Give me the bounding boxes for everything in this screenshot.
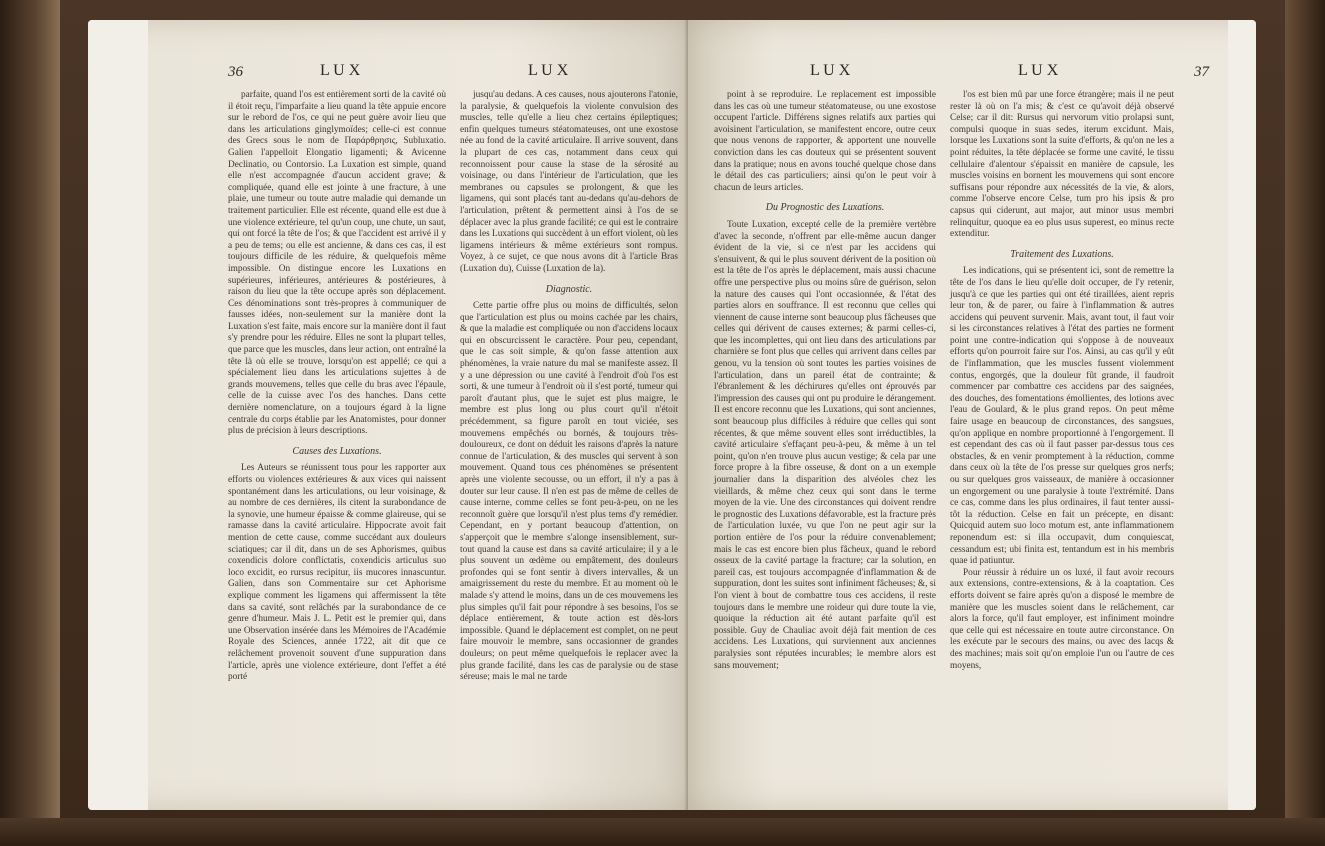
left-page <box>88 20 688 810</box>
paragraph: parfaite, quand l'os est entièrement sorti de la cavité où il étoit reçu, l'imparfaite a lieu quand la tête appuie encore sur le rebord de l'os, ce qui ne peut guère avoir lieu que dans les articulations ginglymoïdes; celle-ci est connue des Grecs sous le nom de Παράρθρησις, Subluxatio. Galien l'appelloit Elongatio ligamenti; & Avicenne Declinatio, ou Contorsio. La Luxation est simple, quand elle n'est accompagnée d'aucun accident grave; & compliquée, quand elle est jointe à une fracture, à une plaie, une tumeur ou toute autre maladie qui demande un traitement particulier. Elle est récente, quand elle est due à une violence extérieure, tel qu'un coup, une chute, un saut, qui ont forcé la tête de l'os; & que l'accident est arrivé il y a peu de tems; ou elle est ancienne, & dans ces cas, il est toujours difficile de les réduire, & quelquefois même impossible. On distingue encore les Luxations en supérieures, inférieures, antérieures & postérieures, à raison du lieu que la tête occupe après son déplacement. Ces dénominations sont très-propres à communiquer de fausses idées, non-seulement sur la manière dont la Luxation s'est faite, mais encore sur la manière dont il faut s'y prendre pour les réduire. Elles ne sont la plupart telles, que parce que les muscles, dans leur action, ont entraîné la tête là où elle se trouve, lorsqu'on est appellé; ce qui a spécialement lieu dans les articulations sujettes à de grands mouvemens, telles que celle du bras avec l'épaule, celle de la cuisse avec l'os des hanches. Dans cette dernière nomenclature, on a toujours égard à la ligne centrale du corps établie par les Anatomistes, pour donner plus de précision à leurs descriptions. <box>228 90 446 437</box>
text-column <box>228 90 446 684</box>
right-page <box>688 20 1256 810</box>
paragraph: Pour réussir à réduire un os luxé, il faut avoir recours aux extensions, contre-extensions, & à la coaptation. Ces efforts doivent se faire après qu'on a disposé le membre de manière que les muscles soient dans le relâchement, car alors la force, qu'il faut employer, est infiniment moindre que celle qui est nécessaire en toute autre circonstance. On les exécute par le secours des mains, ou avec des lacqs & des machines; mais soit qu'on emploie l'un ou l'autre de ces moyens, <box>950 567 1174 671</box>
paragraph: point à se reproduire. Le replacement est impossible dans les cas où une tumeur stéatomateuse, ou une exostose occupent l'article. Différens signes relatifs aux parties qui avoisinent l'articulation, se manifestent encore, outre ceux que nous venons de rapporter, & apportent une nouvelle conviction dans les cas douteux qui se présentent souvent dans la pratique; nous en avons touché quelque chose dans le détail des cas particuliers; ainsi qu'on le peut voir à chacun de leurs articles. <box>714 90 936 193</box>
book-edge-right <box>1285 0 1325 846</box>
section-heading: Du Prognostic des Luxations. <box>765 202 885 214</box>
section-heading: Causes des Luxations. <box>292 445 382 457</box>
paragraph: Les Auteurs se réunissent tous pour les rapporter aux efforts ou violences extérieures & aux vices qui naissent spontanément dans les articulations, ou leur voisinage, & au nombre de ces dernières, ils citent la surabondance de la synovie, une humeur épaisse & comme glaireuse, qui se ramasse dans la cavité articulaire. Hippocrate avoit fait mention de cette cause, comme succédant aux douleurs sciatiques; car il dit, dans un de ses Aphorismes, quibus coxendicis dolore conflictatis, coxendicis articulus suo loco excidit, eo rursus recipitur, iis mucores innascuntur. Galien, dans son Commentaire sur cet Aphorisme explique comment les ligamens qui affermissent la tête dans sa cavité, sont relâchés par la surabondance de ce genre d'humeur. Mais J. L. Petit est le premier qui, dans une Observation insérée dans les Mémoires de l'Académie Royale des Sciences, année 1722, ait dit que ce relâchement provenoit souvent d'une suppuration dans l'article, après une violence extérieure, dont l'effet a été porté <box>228 463 446 683</box>
right-page-margin <box>1228 20 1256 810</box>
book-edge-bottom <box>0 818 1325 846</box>
text-column <box>460 90 678 684</box>
running-header: L U X <box>528 62 569 79</box>
section-heading: Diagnostic. <box>545 283 593 295</box>
text-column <box>950 90 1174 672</box>
left-page-margin <box>88 20 148 810</box>
paragraph: Cette partie offre plus ou moins de difficultés, selon que l'articulation est plus ou moins cachée par les chairs, & que la maladie est compliquée ou non d'accidens locaux qui en obscurcissent le caractère. Pour peu, cependant, que le cas soit simple, & qu'on fasse attention aux phénomènes, la vraie nature du mal se manifeste assez. Il y a une dépression ou une cavité à l'endroit d'où l'os est sorti, & une tumeur à l'endroit où il s'est porté, tumeur qui paroît d'autant plus, que le sujet est plus maigre, le membre est plus long ou plus court qu'il n'étoit précédemment, sa figure paroît en tout viciée, ses mouvemens empêchés ou bornés, & toujours très-douloureux, ce dont on déduit les raisons d'après la nature connue de l'articulation, & des muscles qui servent à son mouvement. Quand tous ces phénomènes se présentent après une violente secousse, ou un effort, il n'y a pas à douter sur leur cause. Il n'en est pas de même de celles de cause interne, comme celles se font peu-à-peu, on ne les reconnoît guère que lorsqu'il n'est plus tems d'y remédier. Cependant, en y portant beaucoup d'attention, on s'apperçoit que le membre s'alonge insensiblement, sur-tout quand la cause est dans sa cavité articulaire; il y a le plus souvent un œdème ou empâtement, des douleurs profondes qui se font sentir à divers intervalles, & un amaigrissement du reste du membre. Et au moment où le malade s'y attend le moins, dans un de ces mouvemens les plus simples qu'il fait pour répondre à ses besoins, l'os se déplace entièrement, & toute action est dès-lors impossible. Quand le déplacement est complet, on ne peut faire mouvoir le membre, sans occasionner de grandes douleurs; on peut même quelquefois le replacer avec la plus grande facilité, dans les cas de paralysie ou de stase séreuse; mais le mal ne tarde <box>460 301 678 683</box>
paragraph: jusqu'au dedans. A ces causes, nous ajouterons l'atonie, la paralysie, & quelquefois la violente convulsion des muscles, telle qu'elle a lieu chez certains épileptiques; enfin quelques tumeurs stéatomateuses, ont une exostose née au fond de la cavité articulaire. Il arrive souvent, dans la plupart de ces cas, notamment dans ceux qui reconnoissent pour cause la stase de la sérosité au voisinage, ou dans l'intérieur de l'articulation, que les membranes ou capsules se prolongent, & que les ligamens, qui sont placés tant au-dedans qu'au-dehors de l'articulation, prêtent & permettent ainsi à l'os de se déplacer avec la plus grande facilité; ce qui est le contraire dans les Luxations qui succèdent à un effort violent, où les ligamens intérieurs & même extérieurs sont rompus. Voyez, à ce sujet, ce que nous avons dit à l'article Bras (Luxation du), Cuisse (Luxation de la). <box>460 90 678 274</box>
page-number: 36 <box>228 64 243 80</box>
book-edge-left <box>0 0 60 846</box>
text-column <box>714 90 936 672</box>
running-header: L U X <box>810 62 851 79</box>
running-header: L U X <box>1018 62 1059 79</box>
paragraph: Toute Luxation, excepté celle de la première vertèbre d'avec la seconde, n'offrent par elle-même aucun danger évident de la vie, si ce n'est par les accidens qui s'ensuivent, & qui le plus souvent dérivent de la position où est la tête de l'os après le déplacement, mais aussi chacune offre une perspective plus ou moins sûre de guérison, selon la nature des causes qui l'ont occasionnée, & l'état des parties alors en souffrance. Il est reconnu que celles qui viennent de cause interne sont beaucoup plus fâcheuses que celles qui dérivent de causes externes; & parmi celles-ci, que les incomplettes, qui ont lieu dans des articulations par charnière se font plus que celles qui arrivent dans celles par genou, vu la tension où sont toutes les parties voisines de l'articulation, dans un pareil état de contrainte; & l'ébranlement & les déchirures qu'elles ont éprouvés par l'impression des causes qui ont pu produire le dérangement. Il est encore reconnu que les Luxations, qui sont anciennes, sont beaucoup plus difficiles à réduire que celles qui sont récentes, & que même souvent elles sont irréductibles, la cavité articulaire s'effaçant peu-à-peu, & même à un tel point, qu'on n'en trouve plus aucun vestige; & cela par une force propre à la fibre osseuse, & dont on a un exemple journalier dans la disparition des alvéoles chez les vieillards, & même chez ceux qui sont dans le terme moyen de la vie. Une des circonstances qui doivent rendre le prognostic des Luxations défavorable, est la fracture près de l'articulation luxée, vu que l'on ne peut agir sur la portion entière de l'os pour la réduire convenablement; mais le cas est encore bien plus fâcheux, quand le rebord osseux de la cavité partage la fracture; car la solution, en pareil cas, est toujours accompagnée d'inflammation & de suppuration, dont les suites sont infiniment fâcheuses; &, si l'on vient à bout de combattre tous ces accidens, il reste toujours dans le membre une roideur qui dure toute la vie, quoique la réduction ait été autant parfaite qu'il est possible. Guy de Chauliac avoit déjà fait mention de ces accidens. Les Luxations, qui surviennent aux anciennes paralysies sont réputées incurables; le membre alors est sans mouvement; <box>714 219 937 671</box>
paragraph: Les indications, qui se présentent ici, sont de remettre la tête de l'os dans le lieu qu'elle doit occuper, de l'y retenir, jusqu'à ce que les parties qui ont été tiraillées, aient repris leur ton, & de parer, ou faire à l'inflammation & autres accidens qui peuvent survenir. Mais, avant tout, il faut voir si les circonstances relatives à l'état des parties ne forment point une contre-indication qui s'oppose à de nouveaux efforts qu'on pourroit faire sur l'os. Ainsi, au cas qu'il y eût de l'inflammation, que les muscles fussent violemment contus, engorgés, que la douleur fût grande, il faudroit commencer par combattre ces accidens par des saignées, des douches, des fomentations émollientes, des lotions avec l'eau de Goulard, & le plus grand repos. On peut même faire usage en beaucoup de circonstances, des sangsues, qu'on applique en nombre proportionné à l'engorgement. Il est cependant des cas où il faut passer par-dessus tous ces obstacles, & en venir promptement à la réduction, comme dans ceux où la tête de l'os presse sur quelques gros nerfs; ou sur quelques gros vaisseaux, de manière à occasionner un engorgement ou une paralysie à toute l'extrémité. Dans ce cas, comme dans les plus ordinaires, il faut tenter aussi-tôt la réduction. Celse en fait un précepte, en disant: Quicquid autem suo loco motum est, ante inflammationem reponendum est: si illa occupavit, dum conquiescat, cessandum est; ubi finita est, tentandum est in his membris quae id patiuntur. <box>950 266 1174 567</box>
running-header: L U X <box>320 62 361 79</box>
page-number: 37 <box>1194 64 1209 80</box>
paragraph: l'os est bien mû par une force étrangère; mais il ne peut rester là où on l'a mis; & c'est ce qu'avoit déjà observé Celse; car il dit: Rursus qui nervorum vitio prolapsi sunt, compulsi quoque in suas sedes, iterum excidunt. Mais, lorsque les Luxations sont la suite d'efforts, & qu'on ne les a point réduites, la tête déplacée se forme une cavité, le tissu cellulaire d'alentour s'épaissit en manière de capsule, les muscles voisins en bornent les mouvemens qui sont encore suffisans pour répondre aux nécessités de la vie, & alors, comme l'observe encore Celse, tum pro his ipsis & pro capsus qui ciderunt, aut major, aut minor usus membri relinquitur, quoque ea eo plus usus superest, eo minus recte extenditur. <box>950 90 1174 240</box>
section-heading: Traitement des Luxations. <box>1010 248 1114 260</box>
